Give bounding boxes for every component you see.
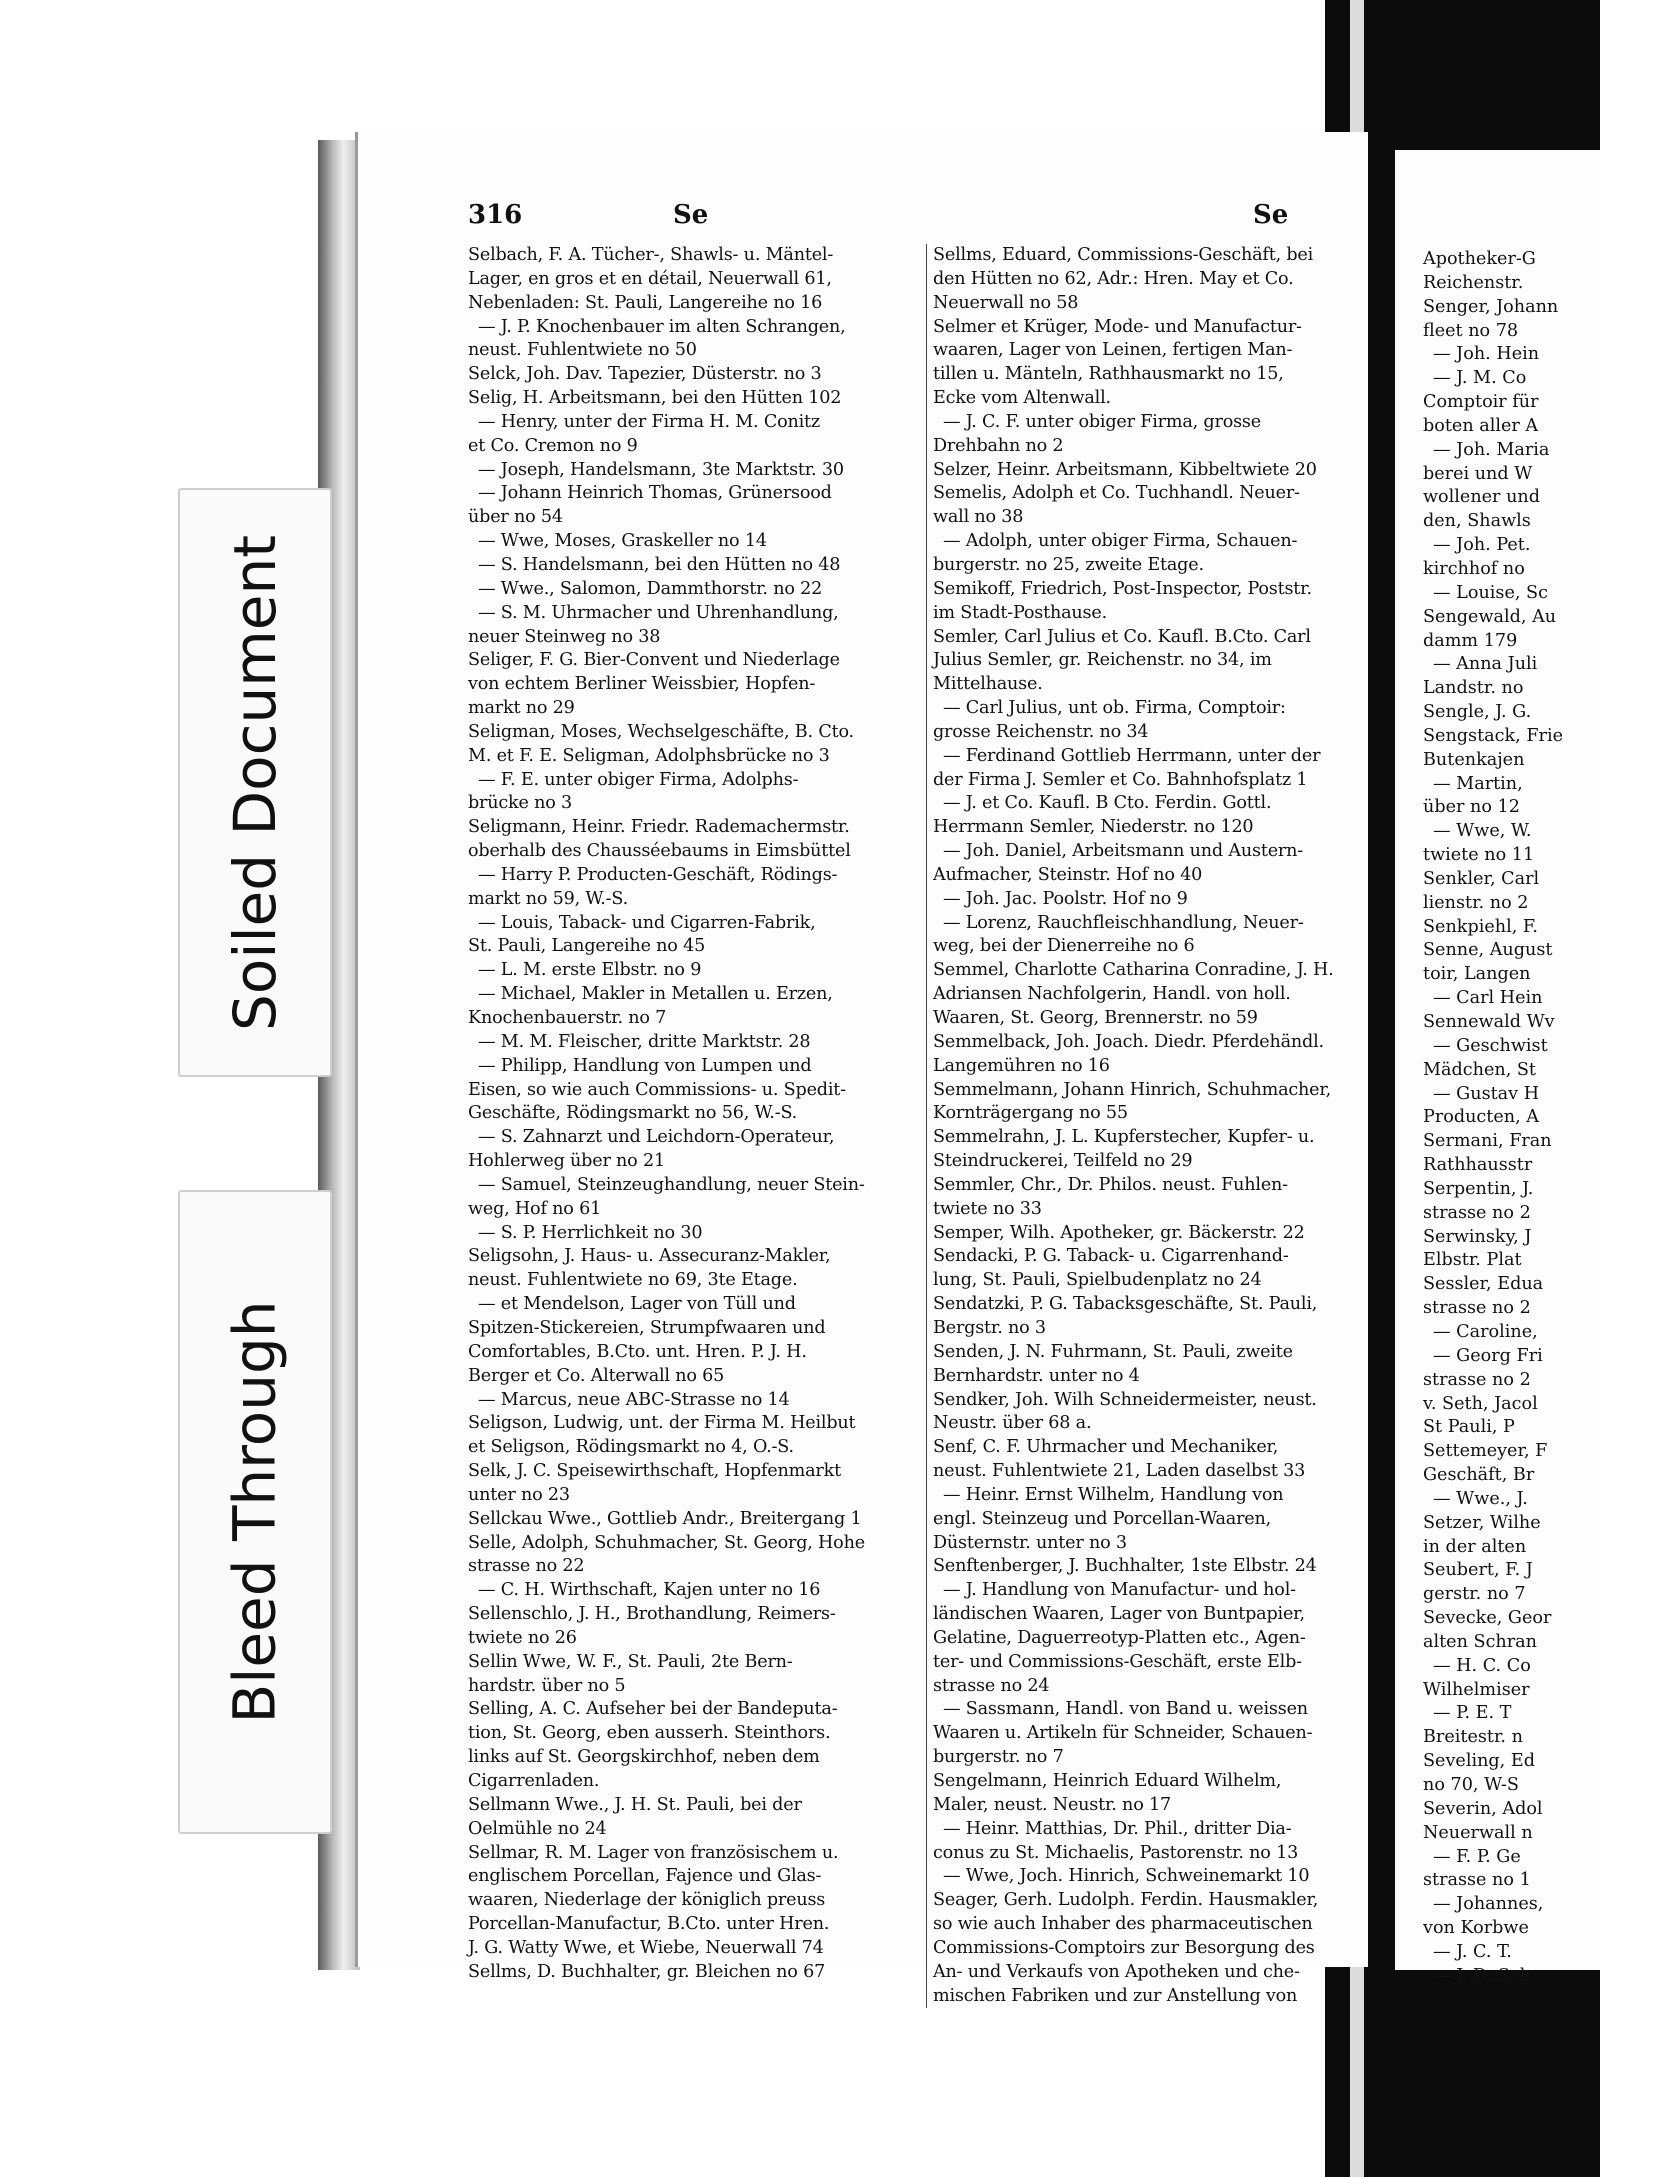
next-page-entry-line: Sevecke, Geor: [1423, 1608, 1552, 1629]
directory-entry-line: Porcellan-Manufactur, B.Cto. unter Hren.: [468, 1914, 830, 1935]
next-page-entry-line: strasse no 2: [1423, 1202, 1531, 1223]
soiled-document-label: [178, 488, 332, 1077]
directory-entry-line: et Co. Cremon no 9: [468, 435, 638, 456]
directory-entry-line: — S. M. Uhrmacher und Uhrenhandlung,: [478, 602, 839, 623]
directory-entry-line: burgerstr. no 25, zweite Etage.: [933, 554, 1204, 575]
directory-entry-line: oberhalb des Chausséebaums in Eimsbüttel: [468, 841, 851, 862]
directory-entry-line: — Henry, unter der Firma H. M. Conitz: [478, 411, 820, 432]
next-page-entry-line: Senger, Johann: [1423, 296, 1559, 317]
directory-entry-line: englischem Porcellan, Fajence und Glas-: [468, 1866, 822, 1887]
next-page-entry-line: St Pauli, P: [1423, 1417, 1515, 1438]
next-page-entry-line: — Martin,: [1433, 773, 1523, 794]
directory-entry-line: Gelatine, Daguerreotyp-Platten etc., Agen-: [933, 1627, 1306, 1648]
directory-entry-line: twiete no 26: [468, 1627, 577, 1648]
directory-entry-line: twiete no 33: [933, 1198, 1042, 1219]
next-page-column: [1423, 248, 1663, 1989]
next-page-entry-line: über no 12: [1423, 797, 1520, 818]
directory-entry-line: — et Mendelson, Lager von Tüll und: [478, 1294, 796, 1315]
directory-entry-line: Senf, C. F. Uhrmacher und Mechaniker,: [933, 1437, 1279, 1458]
left-running-head: Se: [673, 200, 709, 230]
next-page-entry-line: Breitestr. n: [1423, 1727, 1523, 1748]
next-page-entry-line: boten aller A: [1423, 415, 1539, 436]
directory-entry-line: Sellms, D. Buchhalter, gr. Bleichen no 67: [468, 1961, 826, 1982]
directory-entry-line: — J. Handlung von Manufactur- und hol-: [943, 1580, 1296, 1601]
next-page-entry-line: strasse no 2: [1423, 1298, 1531, 1319]
next-page-entry-line: in der alten: [1423, 1536, 1527, 1557]
directory-entry-line: Senftenberger, J. Buchhalter, 1ste Elbstr. 24: [933, 1556, 1317, 1577]
directory-entry-line: Selling, A. C. Aufseher bei der Bandeputa-: [468, 1699, 838, 1720]
next-page-entry-line: — Carl Hein: [1433, 988, 1543, 1009]
next-page-entry-line: — Joh. Hein: [1433, 344, 1540, 365]
next-page-entry-line: Seubert, F. J: [1423, 1560, 1533, 1581]
directory-entry-line: — M. M. Fleischer, dritte Marktstr. 28: [478, 1031, 811, 1052]
directory-entry-line: unter no 23: [468, 1484, 570, 1505]
directory-entry-line: Senden, J. N. Fuhrmann, St. Pauli, zweite: [933, 1341, 1293, 1362]
directory-entry-line: Selck, Joh. Dav. Tapezier, Düsterstr. no 3: [468, 364, 822, 385]
directory-entry-line: — Marcus, neue ABC-Strasse no 14: [478, 1389, 790, 1410]
directory-entry-line: Spitzen-Stickereien, Strumpfwaaren und: [468, 1317, 826, 1338]
directory-entry-line: über no 54: [468, 507, 563, 528]
directory-entry-line: Lager, en gros et en détail, Neuerwall 61,: [468, 268, 832, 289]
directory-entry-line: Semmelmann, Johann Hinrich, Schuhmacher,: [933, 1079, 1332, 1100]
next-page-entry-line: Serwinsky, J: [1423, 1226, 1532, 1247]
directory-entry-line: Comfortables, B.Cto. unt. Hren. P. J. H.: [468, 1341, 807, 1362]
directory-entry-line: neust. Fuhlentwiete 21, Laden daselbst 33: [933, 1461, 1306, 1482]
directory-entry-line: Waaren, St. Georg, Brennerstr. no 59: [933, 1008, 1258, 1028]
directory-entry-line: — Johann Heinrich Thomas, Grünersood: [478, 483, 832, 504]
directory-entry-line: Cigarrenladen.: [468, 1771, 600, 1791]
next-page-entry-line: wollener und: [1423, 487, 1540, 508]
next-page-entry-line: Senkler, Carl: [1423, 868, 1540, 889]
directory-entry-line: waaren, Niederlage der königlich preuss: [468, 1890, 826, 1911]
directory-entry-line: den Hütten no 62, Adr.: Hren. May et Co.: [933, 268, 1294, 289]
directory-entry-line: — Carl Julius, unt ob. Firma, Comptoir:: [943, 698, 1286, 719]
directory-entry-line: Sellmann Wwe., J. H. St. Pauli, bei der: [468, 1794, 802, 1815]
directory-entry-line: Selig, H. Arbeitsmann, bei den Hütten 102: [468, 388, 842, 409]
next-page-entry-line: Wilhelmiser: [1423, 1679, 1530, 1700]
directory-entry-line: Neuerwall no 58: [933, 292, 1079, 313]
next-page-entry-line: — Wwe, W.: [1433, 821, 1532, 842]
directory-entry-line: — Wwe., Salomon, Dammthorstr. no 22: [478, 578, 823, 599]
soiled-document-text: Soiled Document: [221, 534, 290, 1031]
directory-entry-line: Seligson, Ludwig, unt. der Firma M. Heilbut: [468, 1413, 856, 1434]
directory-entry-line: — Samuel, Steinzeughandlung, neuer Stein-: [478, 1174, 865, 1195]
directory-entry-line: — Louis, Taback- und Cigarren-Fabrik,: [478, 912, 816, 933]
next-page-entry-line: Severin, Adol: [1423, 1798, 1543, 1819]
next-page-entry-line: — J. C. T.: [1433, 1941, 1512, 1962]
directory-entry-line: Sellmar, R. M. Lager von französischem u.: [468, 1842, 839, 1863]
directory-entry-line: Sendatzki, P. G. Tabacksgeschäfte, St. Pauli,: [933, 1294, 1318, 1315]
directory-entry-line: mischen Fabriken und zur Anstellung von: [933, 1985, 1298, 2006]
directory-entry-line: et Seligson, Rödingsmarkt no 4, O.-S.: [468, 1437, 794, 1458]
next-page-entry-line: Setzer, Wilhe: [1423, 1512, 1541, 1533]
next-page-entry-line: — J. M. Co: [1433, 368, 1527, 389]
directory-entry-line: Selzer, Heinr. Arbeitsmann, Kibbeltwiete 20: [933, 459, 1317, 480]
directory-entry-line: Bergstr. no 3: [933, 1317, 1046, 1338]
directory-entry-line: — Heinr. Ernst Wilhelm, Handlung von: [943, 1484, 1284, 1505]
next-page-entry-line: Sessler, Edua: [1423, 1274, 1544, 1295]
directory-entry-line: — Joh. Jac. Poolstr. Hof no 9: [943, 888, 1188, 909]
directory-entry-line: Semmler, Chr., Dr. Philos. neust. Fuhlen-: [933, 1174, 1288, 1195]
next-page-entry-line: lienstr. no 2: [1423, 892, 1529, 913]
next-page-entry-line: Senkpiehl, F.: [1423, 916, 1538, 937]
directory-entry-line: lung, St. Pauli, Spielbudenplatz no 24: [933, 1270, 1262, 1291]
directory-entry-line: Oelmühle no 24: [468, 1818, 607, 1839]
directory-entry-line: — J. C. F. unter obiger Firma, grosse: [943, 411, 1261, 432]
next-page-entry-line: Serpentin, J.: [1423, 1178, 1534, 1199]
directory-entry-line: Seligmann, Heinr. Friedr. Rademachermstr.: [468, 817, 850, 838]
directory-entry-line: conus zu St. Michaelis, Pastorenstr. no 13: [933, 1842, 1299, 1863]
directory-entry-line: Selk, J. C. Speisewirthschaft, Hopfenmarkt: [468, 1461, 841, 1482]
next-page-entry-line: damm 179: [1423, 630, 1518, 651]
directory-entry-line: neust. Fuhlentwiete no 69, 3te Etage.: [468, 1270, 798, 1291]
next-page-entry-line: Producten, A: [1423, 1107, 1539, 1128]
directory-entry-line: — Ferdinand Gottlieb Herrmann, unter der: [943, 745, 1321, 766]
next-page-entry-line: — Louise, Sc: [1433, 582, 1548, 603]
next-page-entry-line: Sengstack, Frie: [1423, 725, 1564, 746]
directory-entry-line: Waaren u. Artikeln für Schneider, Schauen-: [933, 1723, 1313, 1744]
directory-page: [358, 132, 1368, 2006]
next-page-entry-line: — Georg Fri: [1433, 1345, 1543, 1366]
directory-entry-line: — Joseph, Handelsmann, 3te Marktstr. 30: [478, 459, 844, 480]
directory-entry-line: Sellckau Wwe., Gottlieb Andr., Breitergang 1: [468, 1508, 862, 1529]
next-page-entry-line: Settemeyer, F: [1423, 1441, 1548, 1462]
directory-entry-line: der Firma J. Semler et Co. Bahnhofsplatz 1: [933, 769, 1308, 790]
next-page-entry-line: — H. C. Co: [1433, 1655, 1531, 1676]
directory-entry-line: Neustr. über 68 a.: [933, 1413, 1092, 1434]
directory-entry-line: markt no 29: [468, 698, 575, 719]
directory-entry-line: tion, St. Georg, eben ausserh. Steinthors.: [468, 1723, 831, 1744]
directory-entry-line: weg, bei der Dienerreihe no 6: [933, 936, 1195, 957]
next-page-entry-line: Geschäft, Br: [1423, 1465, 1535, 1486]
directory-entry-line: — L. M. erste Elbstr. no 9: [478, 960, 702, 981]
next-page-entry-line: Apotheker-G: [1423, 249, 1536, 269]
directory-entry-line: neuer Steinweg no 38: [468, 626, 661, 647]
directory-entry-line: Semler, Carl Julius et Co. Kaufl. B.Cto. Carl: [933, 626, 1311, 647]
next-page-entry-line: den, Shawls: [1423, 511, 1531, 532]
directory-entry-line: Bernhardstr. unter no 4: [933, 1365, 1140, 1386]
page-header: [468, 200, 1368, 240]
next-page-entry-line: Rathhausstr: [1423, 1155, 1533, 1176]
directory-entry-line: Geschäfte, Rödingsmarkt no 56, W.-S.: [468, 1103, 798, 1124]
directory-entry-line: Herrmann Semler, Niederstr. no 120: [933, 817, 1254, 838]
directory-entry-line: Berger et Co. Alterwall no 65: [468, 1365, 725, 1386]
next-page-entry-line: — Geschwist: [1433, 1035, 1548, 1056]
directory-entry-line: Kornträgergang no 55: [933, 1103, 1128, 1124]
directory-entry-line: — S. Handelsmann, bei den Hütten no 48: [478, 554, 841, 575]
next-page-entry-line: Landstr. no: [1423, 678, 1524, 699]
directory-entry-line: brücke no 3: [468, 793, 573, 814]
directory-entry-line: wall no 38: [933, 507, 1024, 528]
directory-entry-line: strasse no 24: [933, 1675, 1050, 1696]
next-page-entry-line: — Johannes,: [1433, 1894, 1544, 1915]
directory-entry-line: — Adolph, unter obiger Firma, Schauen-: [943, 531, 1298, 552]
next-page-entry-line: Elbstr. Plat: [1423, 1250, 1522, 1271]
directory-entry-line: — C. H. Wirthschaft, Kajen unter no 16: [478, 1580, 821, 1601]
directory-entry-line: Hohlerweg über no 21: [468, 1151, 665, 1172]
directory-entry-line: Commissions-Comptoirs zur Besorgung des: [933, 1937, 1315, 1958]
directory-entry-line: An- und Verkaufs von Apotheken und che-: [933, 1961, 1300, 1982]
next-page-entry-line: — Wwe., J.: [1433, 1488, 1528, 1509]
directory-entry-line: Adriansen Nachfolgerin, Handl. von holl.: [933, 984, 1291, 1005]
directory-entry-line: Sellin Wwe, W. F., St. Pauli, 2te Bern-: [468, 1651, 793, 1672]
directory-entry-line: waaren, Lager von Leinen, fertigen Man-: [933, 340, 1293, 361]
right-column: [926, 244, 1353, 2008]
directory-entry-line: strasse no 22: [468, 1556, 585, 1577]
directory-entry-line: ländischen Waaren, Lager von Buntpapier,: [933, 1604, 1305, 1625]
directory-entry-line: Seligman, Moses, Wechselgeschäfte, B. Cto.: [468, 721, 854, 742]
directory-entry-line: Sellenschlo, J. H., Brothandlung, Reimers-: [468, 1604, 836, 1625]
next-page-entry-line: berei und W: [1423, 463, 1533, 484]
directory-entry-line: — Heinr. Matthias, Dr. Phil., dritter Dia-: [943, 1818, 1292, 1839]
directory-entry-line: Selmer et Krüger, Mode- und Manufactur-: [933, 316, 1302, 337]
directory-entry-line: Mittelhause.: [933, 674, 1043, 695]
next-page-entry-line: von Korbwe: [1423, 1918, 1529, 1939]
next-page-entry-line: — F. P. Ge: [1433, 1846, 1521, 1867]
directory-entry-line: — F. E. unter obiger Firma, Adolphs-: [478, 769, 799, 790]
directory-entry-line: Semmelrahn, J. L. Kupferstecher, Kupfer- u.: [933, 1127, 1315, 1148]
directory-entry-line: Steindruckerei, Teilfeld no 29: [933, 1151, 1193, 1172]
directory-entry-line: — Joh. Daniel, Arbeitsmann und Austern-: [943, 841, 1304, 862]
directory-entry-line: Sengelmann, Heinrich Eduard Wilhelm,: [933, 1771, 1282, 1791]
next-page-entry-line: — Anna Juli: [1433, 654, 1538, 675]
directory-entry-line: engl. Steinzeug und Porcellan-Waaren,: [933, 1508, 1272, 1529]
next-page-fragment: [1395, 150, 1600, 1986]
directory-entry-line: tillen u. Mänteln, Rathhausmarkt no 15,: [933, 364, 1284, 385]
next-page-entry-line: Comptoir für: [1423, 392, 1539, 413]
directory-entry-line: ter- und Commissions-Geschäft, erste Elb-: [933, 1651, 1302, 1672]
directory-entry-line: Sellms, Eduard, Commissions-Geschäft, bei: [933, 245, 1314, 265]
directory-entry-line: Seligsohn, J. Haus- u. Assecuranz-Makler,: [468, 1246, 831, 1267]
directory-entry-line: neust. Fuhlentwiete no 50: [468, 340, 697, 361]
directory-entry-line: — Wwe, Moses, Graskeller no 14: [478, 531, 767, 552]
next-page-entry-line: fleet no 78: [1423, 320, 1519, 341]
directory-entry-line: markt no 59, W.-S.: [468, 888, 628, 909]
next-page-entry-line: Sennewald Wv: [1423, 1012, 1555, 1032]
next-page-entry-line: alten Schran: [1423, 1631, 1537, 1652]
next-page-entry-line: gerstr. no 7: [1423, 1584, 1526, 1605]
directory-entry-line: Aufmacher, Steinstr. Hof no 40: [933, 864, 1203, 885]
bleed-through-text: Bleed Through: [221, 1300, 290, 1724]
next-page-entry-line: — Joh. Pet.: [1433, 535, 1531, 556]
directory-entry-line: so wie auch Inhaber des pharmaceutischen: [933, 1914, 1313, 1935]
directory-entry-line: Drehbahn no 2: [933, 435, 1064, 456]
next-page-entry-line: Mädchen, St: [1423, 1059, 1537, 1080]
directory-entry-line: Ecke vom Altenwall.: [933, 388, 1111, 409]
directory-entry-line: Knochenbauerstr. no 7: [468, 1008, 667, 1028]
directory-entry-line: St. Pauli, Langereihe no 45: [468, 936, 706, 957]
next-page-entry-line: Senne, August: [1423, 940, 1553, 961]
next-page-entry-line: — Caroline,: [1433, 1321, 1538, 1342]
directory-entry-line: — Philipp, Handlung von Lumpen und: [478, 1055, 812, 1076]
next-page-entry-line: twiete no 11: [1423, 845, 1535, 866]
next-page-entry-line: v. Seth, Jacol: [1423, 1393, 1538, 1414]
next-page-entry-line: Sermani, Fran: [1423, 1131, 1552, 1152]
directory-entry-line: burgerstr. no 7: [933, 1747, 1064, 1768]
directory-entry-line: — Michael, Makler in Metallen u. Erzen,: [478, 984, 833, 1005]
next-page-entry-line: Sengewald, Au: [1423, 606, 1557, 627]
right-running-head: Se: [1253, 200, 1289, 230]
next-page-entry-line: no 70, W-S: [1423, 1775, 1519, 1795]
left-column: [468, 244, 914, 1985]
directory-entry-line: — Harry P. Producten-Geschäft, Rödings-: [478, 864, 838, 885]
directory-entry-line: — Wwe, Joch. Hinrich, Schweinemarkt 10: [943, 1866, 1310, 1887]
bleed-through-label: [178, 1190, 332, 1834]
directory-entry-line: Sendacki, P. G. Taback- u. Cigarrenhand-: [933, 1246, 1289, 1267]
directory-entry-line: — S. Zahnarzt und Leichdorn-Operateur,: [478, 1127, 835, 1148]
next-page-entry-line: Reichenstr.: [1423, 272, 1524, 293]
next-page-entry-line: strasse no 2: [1423, 1369, 1531, 1390]
directory-entry-line: M. et F. E. Seligman, Adolphsbrücke no 3: [468, 745, 830, 766]
directory-entry-line: Nebenladen: St. Pauli, Langereihe no 16: [468, 292, 823, 313]
directory-entry-line: Eisen, so wie auch Commissions- u. Spedit-: [468, 1079, 846, 1100]
directory-entry-line: — J. P. Knochenbauer im alten Schrangen,: [478, 316, 846, 337]
directory-entry-line: Sendker, Joh. Wilh Schneidermeister, neust.: [933, 1389, 1317, 1410]
directory-entry-line: Semikoff, Friedrich, Post-Inspector, Poststr.: [933, 578, 1312, 599]
directory-entry-line: — S. P. Herrlichkeit no 30: [478, 1222, 703, 1243]
directory-entry-line: Semmel, Charlotte Catharina Conradine, J. H.: [933, 960, 1334, 981]
directory-entry-line: Semmelback, Joh. Joach. Diedr. Pferdehändl.: [933, 1031, 1324, 1052]
directory-entry-line: Selle, Adolph, Schuhmacher, St. Georg, Hohe: [468, 1532, 865, 1553]
directory-entry-line: von echtem Berliner Weissbier, Hopfen-: [468, 674, 816, 695]
directory-entry-line: weg, Hof no 61: [468, 1198, 602, 1219]
directory-entry-line: Seager, Gerh. Ludolph. Ferdin. Hausmakler,: [933, 1890, 1319, 1911]
directory-entry-line: links auf St. Georgskirchhof, neben dem: [468, 1747, 820, 1768]
directory-entry-line: — J. et Co. Kaufl. B Cto. Ferdin. Gottl.: [943, 793, 1272, 814]
directory-entry-line: Selbach, F. A. Tücher-, Shawls- u. Mäntel-: [468, 245, 834, 265]
directory-entry-line: — Lorenz, Rauchfleischhandlung, Neuer-: [943, 912, 1304, 933]
directory-entry-line: J. G. Watty Wwe, et Wiebe, Neuerwall 74: [468, 1937, 824, 1958]
next-page-entry-line: — J. D. Sch: [1433, 1965, 1531, 1986]
next-page-entry-line: — Joh. Maria: [1433, 439, 1550, 460]
directory-entry-line: grosse Reichenstr. no 34: [933, 721, 1149, 742]
directory-entry-line: Julius Semler, gr. Reichenstr. no 34, im: [933, 650, 1272, 671]
directory-entry-line: Maler, neust. Neustr. no 17: [933, 1794, 1171, 1815]
directory-entry-line: Düsternstr. unter no 3: [933, 1532, 1127, 1553]
next-page-entry-line: kirchhof no: [1423, 558, 1525, 579]
directory-entry-line: Semelis, Adolph et Co. Tuchhandl. Neuer-: [933, 483, 1300, 504]
directory-entry-line: Semper, Wilh. Apotheker, gr. Bäckerstr. 22: [933, 1222, 1305, 1243]
directory-entry-line: hardstr. über no 5: [468, 1675, 626, 1696]
next-page-entry-line: Butenkajen: [1423, 749, 1525, 770]
next-page-entry-line: Seveling, Ed: [1423, 1751, 1535, 1772]
next-page-entry-line: toir, Langen: [1423, 964, 1531, 985]
next-page-entry-line: strasse no 1: [1423, 1870, 1531, 1891]
next-page-entry-line: — P. E. T: [1433, 1703, 1512, 1724]
next-page-entry-line: Sengle, J. G.: [1423, 702, 1532, 723]
page-number: 316: [468, 200, 523, 230]
next-page-entry-line: Neuerwall n: [1423, 1822, 1533, 1843]
directory-entry-line: im Stadt-Posthause.: [933, 602, 1107, 623]
directory-entry-line: Seliger, F. G. Bier-Convent und Niederlage: [468, 650, 840, 671]
next-page-entry-line: — Gustav H: [1433, 1083, 1540, 1104]
directory-entry-line: Langemühren no 16: [933, 1055, 1110, 1076]
directory-entry-line: — Sassmann, Handl. von Band u. weissen: [943, 1699, 1308, 1720]
